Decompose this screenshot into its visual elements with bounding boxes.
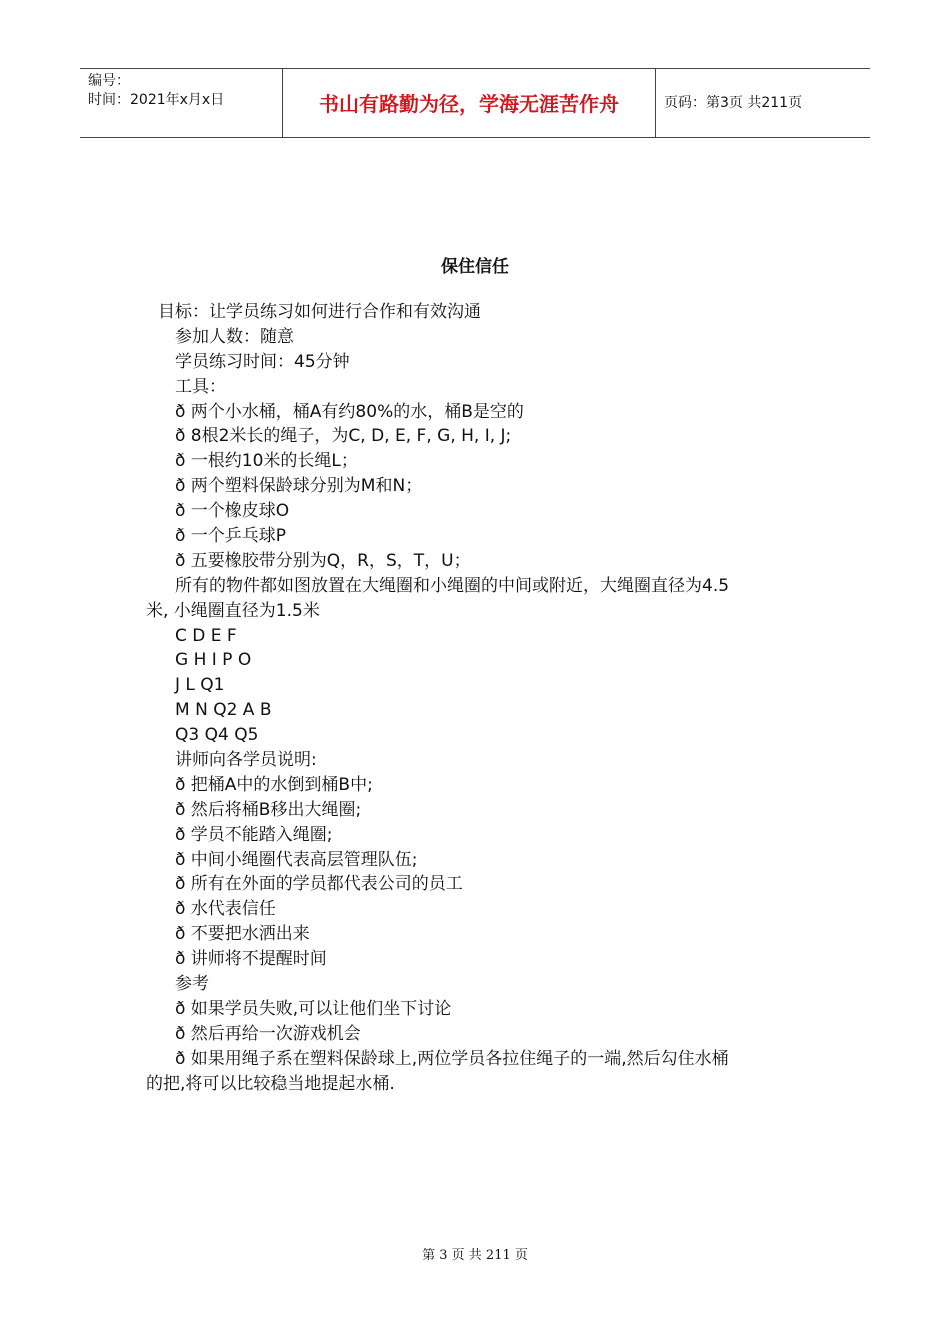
list-item: ð 所有在外面的学员都代表公司的员工 (175, 874, 463, 895)
header-page-number: 页码：第3页 共211页 (664, 95, 803, 111)
layout-row: M N Q2 A B (175, 700, 272, 721)
body-line: 所有的物件都如图放置在大绳圈和小绳圈的中间或附近，大绳圈直径为4.5 (175, 575, 730, 596)
document-title: 保住信任 (441, 257, 509, 277)
list-item: ð 如果学员失败,可以让他们坐下讨论 (175, 998, 452, 1019)
list-item: ð 然后将桶B移出大绳圈; (175, 799, 362, 820)
list-item: ð 五要橡胶带分别为Q，R，S，T，U； (175, 550, 471, 571)
body-line: 参考 (175, 974, 209, 995)
layout-row: C D E F (175, 625, 237, 646)
header-motto: 书山有路勤为径，学海无涯苦作舟 (319, 92, 619, 116)
document-number-label: 编号： (88, 73, 130, 89)
body-line: 的把,将可以比较稳当地提起水桶. (146, 1073, 395, 1094)
list-item: ð 把桶A中的水倒到桶B中; (175, 774, 373, 795)
list-item: ð 一根约10米的长绳L； (175, 451, 358, 472)
body-line: 学员练习时间：45分钟 (175, 351, 350, 372)
list-item: ð 水代表信任 (175, 899, 276, 920)
list-item: ð 两个小水桶，桶A有约80%的水，桶B是空的 (175, 401, 524, 422)
list-item: ð 讲师将不提醒时间 (175, 949, 327, 970)
layout-row: G H I P O (175, 650, 252, 671)
body-line: 讲师向各学员说明: (175, 750, 317, 771)
list-item: ð 如果用绳子系在塑料保龄球上,两位学员各拉住绳子的一端,然后勾住水桶 (175, 1048, 729, 1069)
list-item: ð 8根2米长的绳子，为C, D, E, F, G, H, I, J; (175, 426, 512, 447)
list-item: ð 然后再给一次游戏机会 (175, 1023, 361, 1044)
list-item: ð 一个乒乓球P (175, 526, 287, 547)
document-date-label: 时间：2021年x月x日 (88, 92, 225, 108)
page-footer: 第 3 页 共 211 页 (422, 1248, 528, 1263)
page-header-table (80, 68, 870, 138)
body-line: 参加人数：随意 (175, 326, 294, 347)
header-motto-cell (283, 69, 656, 137)
list-item: ð 学员不能踏入绳圈; (175, 824, 333, 845)
header-page-cell (656, 69, 870, 137)
layout-row: Q3 Q4 Q5 (175, 725, 259, 746)
body-line: 米, 小绳圈直径为1.5米 (146, 600, 320, 621)
body-line-goal: 目标：让学员练习如何进行合作和有效沟通 (158, 302, 481, 322)
document-body (146, 300, 826, 1097)
layout-row: J L Q1 (175, 675, 225, 696)
header-meta-cell (80, 69, 283, 137)
list-item: ð 两个塑料保龄球分别为M和N； (175, 476, 423, 497)
body-line: 工具： (175, 376, 226, 397)
list-item: ð 不要把水洒出来 (175, 924, 310, 945)
list-item: ð 中间小绳圈代表高层管理队伍; (175, 849, 418, 870)
list-item: ð 一个橡皮球O (175, 501, 290, 522)
